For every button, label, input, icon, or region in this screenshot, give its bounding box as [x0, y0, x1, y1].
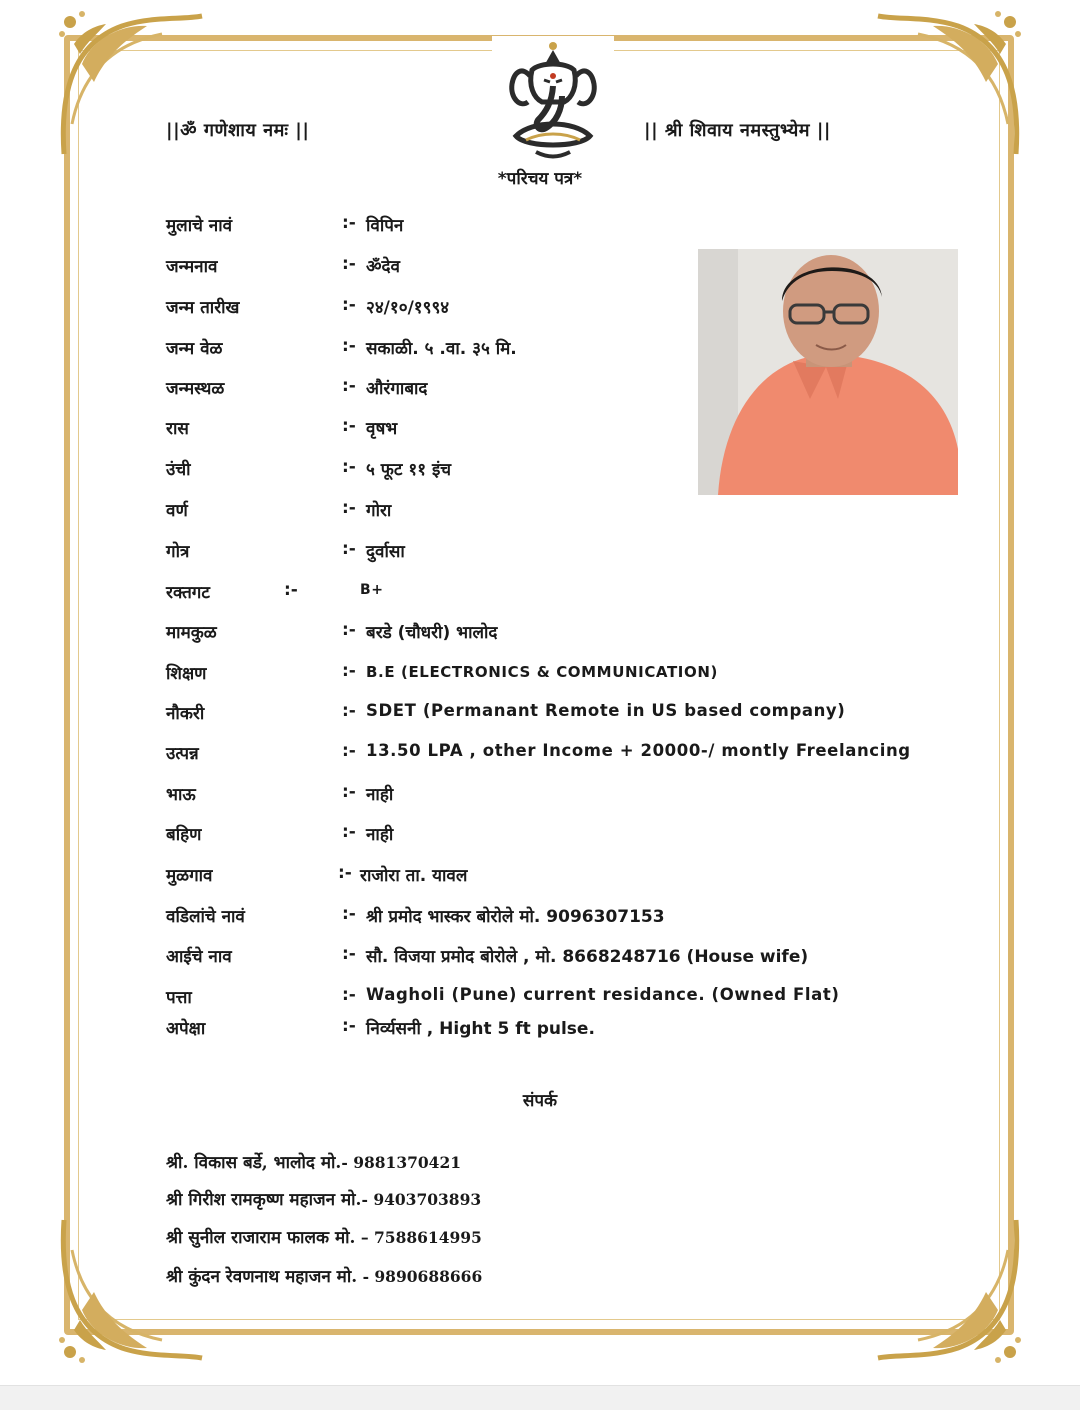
contact-item — [166, 1187, 481, 1210]
field-row-birthplace — [0, 376, 1080, 406]
field-value: B.E (ELECTRONICS & COMMUNICATION) — [366, 663, 718, 681]
field-row-father — [0, 904, 1080, 934]
field-value: सकाळी. ५ .वा. ३५ मि. — [366, 339, 517, 359]
field-label: रास — [166, 419, 189, 439]
contact-name: श्री कुंदन रेवणनाथ महाजन मो. — [166, 1267, 358, 1287]
field-label: मुलाचे नावं — [166, 216, 233, 236]
field-value: वृषभ — [366, 419, 398, 439]
field-separator: :- — [342, 336, 356, 356]
field-row-birthdate — [0, 295, 1080, 325]
field-separator: :- — [342, 985, 356, 1005]
field-row-janmanav — [0, 254, 1080, 284]
field-label: उत्पन्न — [166, 744, 199, 764]
field-row-native-village — [0, 863, 1080, 893]
field-separator: :- — [342, 701, 356, 721]
field-row-bloodgroup — [0, 580, 1080, 610]
field-separator: :- — [342, 822, 356, 842]
field-label: जन्मस्थळ — [166, 379, 225, 399]
field-value: 13.50 LPA , other Income + 20000-/ montly Freelancing — [366, 741, 911, 760]
field-value: २४/१०/१९९४ — [366, 298, 450, 318]
field-value: Wagholi (Pune) current residance. (Owned Flat) — [366, 985, 840, 1004]
field-value: श्री प्रमोद भास्कर बोरोले मो. 9096307153 — [366, 907, 665, 927]
field-label: भाऊ — [166, 785, 196, 805]
field-value: सौ. विजया प्रमोद बोरोले , मो. 8668248716 (House wife) — [366, 947, 809, 967]
contact-phone: - 9881370421 — [341, 1153, 462, 1172]
field-value: ५ फूट ११ इंच — [366, 460, 452, 480]
contact-phone: - 9890688666 — [357, 1267, 483, 1286]
field-label: उंची — [166, 460, 191, 480]
field-value: निर्व्यसनी , Hight 5 ft pulse. — [366, 1019, 595, 1039]
field-separator: :- — [342, 213, 356, 233]
field-value: राजोरा ता. यावल — [360, 866, 468, 886]
field-separator: :- — [338, 863, 352, 883]
field-separator: :- — [342, 457, 356, 477]
field-label: मुळगाव — [166, 866, 213, 886]
field-value: विपिन — [366, 216, 404, 236]
field-separator: :- — [342, 661, 356, 681]
contacts-title: संपर्क — [522, 1091, 558, 1111]
field-row-gotra — [0, 539, 1080, 569]
field-separator: :- — [342, 295, 356, 315]
field-row-raas — [0, 416, 1080, 446]
field-row-brother — [0, 782, 1080, 812]
field-value: B+ — [360, 582, 384, 598]
contact-name: श्री. विकास बर्डे, भालोद मो. — [166, 1153, 342, 1173]
field-label: पत्ता — [166, 988, 192, 1008]
field-value: बरडे (चौधरी) भालोद — [366, 623, 498, 643]
field-row-height — [0, 457, 1080, 487]
field-row-job — [0, 701, 1080, 731]
field-label: वर्ण — [166, 501, 188, 521]
field-label: वडिलांचे नावं — [166, 907, 245, 927]
field-value: नाही — [366, 785, 394, 805]
contact-item — [166, 1150, 461, 1173]
field-value: SDET (Permanant Remote in US based company) — [366, 701, 846, 720]
page-bottom-strip — [0, 1385, 1080, 1410]
field-row-birthtime — [0, 336, 1080, 366]
document-title: *परिचय पत्र* — [497, 169, 583, 189]
field-row-education — [0, 661, 1080, 691]
field-label: जन्म वेळ — [166, 339, 223, 359]
field-separator: :- — [342, 741, 356, 761]
field-row-income — [0, 741, 1080, 771]
logo — [492, 36, 614, 160]
field-separator: :- — [342, 944, 356, 964]
field-row-name — [0, 213, 1080, 243]
field-separator: :- — [342, 498, 356, 518]
ganesha-icon — [492, 36, 614, 160]
contact-name: श्री सुनील राजाराम फालक मो. — [166, 1228, 356, 1248]
corner-ornament-icon — [868, 1210, 1028, 1370]
field-separator: :- — [342, 1016, 356, 1036]
field-row-expectation — [0, 1016, 1080, 1046]
corner-ornament-icon — [868, 4, 1028, 164]
field-row-mamkul — [0, 620, 1080, 650]
field-row-mother — [0, 944, 1080, 974]
field-row-address — [0, 985, 1080, 1015]
field-separator: :- — [342, 254, 356, 274]
field-label: बहिण — [166, 825, 202, 845]
contact-phone: - 9403703893 — [361, 1190, 482, 1209]
field-row-sister — [0, 822, 1080, 852]
field-label: अपेक्षा — [166, 1019, 206, 1039]
field-label: जन्मनाव — [166, 257, 218, 277]
header-left-mantra: ||ॐ गणेशाय नमः || — [166, 120, 310, 141]
field-value: ॐदेव — [366, 257, 400, 277]
field-value: नाही — [366, 825, 394, 845]
contact-item — [166, 1264, 482, 1287]
field-row-complexion — [0, 498, 1080, 528]
field-label: रक्तगट — [166, 583, 210, 603]
field-label: मामकुळ — [166, 623, 217, 643]
field-separator: :- — [342, 782, 356, 802]
field-label: आईचे नाव — [166, 947, 232, 967]
field-separator: :- — [342, 904, 356, 924]
field-separator: :- — [342, 376, 356, 396]
contact-phone: – 7588614995 — [355, 1228, 482, 1247]
contact-name: श्री गिरीश रामकृष्ण महाजन मो. — [166, 1190, 362, 1210]
field-value: गोरा — [366, 501, 392, 521]
field-separator: :- — [342, 539, 356, 559]
field-label: जन्म तारीख — [166, 298, 240, 318]
field-separator: :- — [342, 416, 356, 436]
field-label: नौकरी — [166, 704, 205, 724]
field-separator: :- — [284, 580, 298, 600]
field-separator: :- — [342, 620, 356, 640]
contact-item — [166, 1225, 482, 1248]
field-value: दुर्वासा — [366, 542, 405, 562]
field-label: गोत्र — [166, 542, 190, 562]
header-right-mantra: || श्री शिवाय नमस्तुभ्येम || — [644, 120, 831, 141]
field-label: शिक्षण — [166, 664, 207, 684]
field-value: औरंगाबाद — [366, 379, 428, 399]
